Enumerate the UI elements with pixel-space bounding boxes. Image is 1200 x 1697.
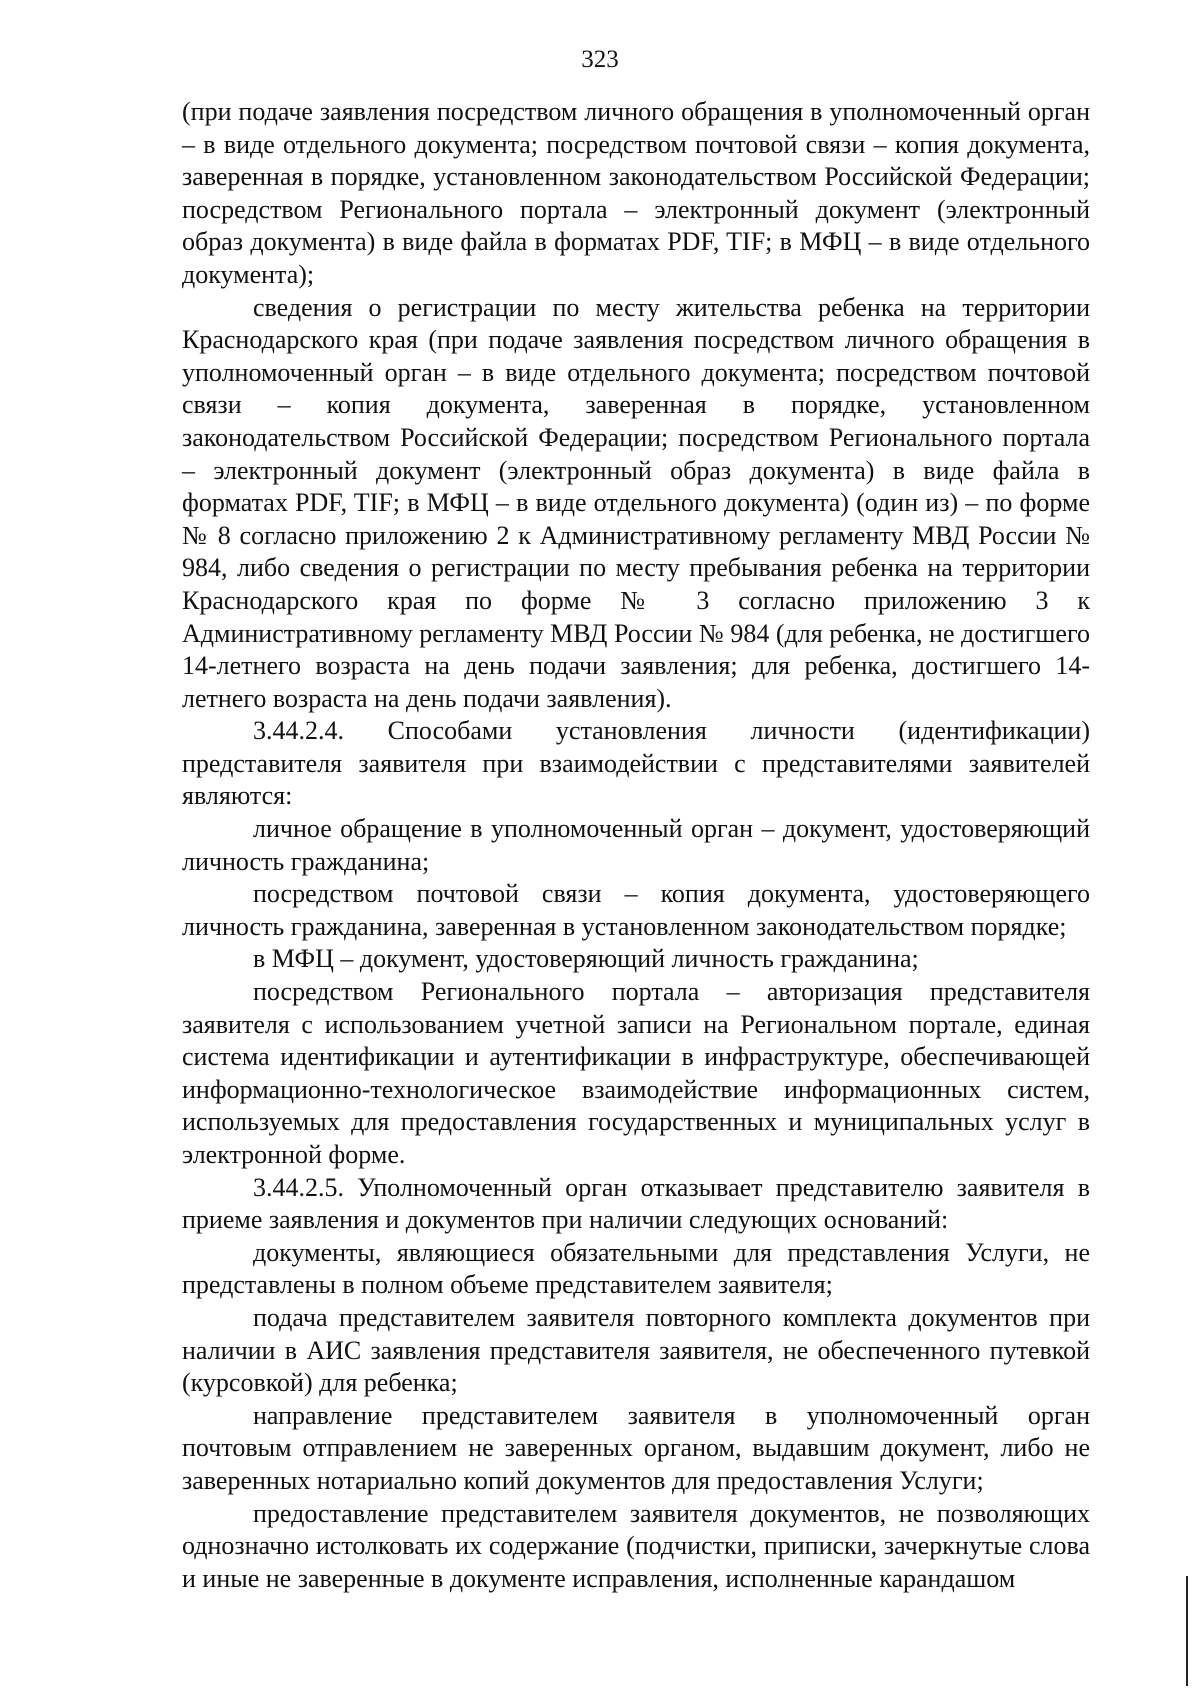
paragraph-repeat-submission: подача представителем заявителя повторного комплекта документов при наличии в АИС заявления представителя заявителя, не обеспеченного путевкой (курсовкой) для ребенка;: [182, 1302, 1090, 1398]
paragraph-residence-info: сведения о регистрации по месту жительства ребенка на территории Краснодарского края (при подаче заявления посредством личного обращения в уполномоченный орган – в виде отдельного документа; посредством почтовой связи – копия документа, заверенная в порядке, установленном законодательством Российской Федерации; посредством Регионального портала – электронный документ (электронный образ документа) в виде файла в форматах PDF, TIF; в МФЦ – в виде отдельного документа) (один из) – по форме № 8 согласно приложению 2 к Административному регламенту МВД России № 984, либо сведения о регистрации по месту пребывания ребенка на территории Краснодарского края по форме № 3 согласно приложению 3 к Административному регламенту МВД России № 984 (для ребенка, не достигшего 14-летнего возраста на день подачи заявления; для ребенка, достигшего 14-летнего возраста на день подачи заявления).: [182, 292, 1090, 713]
document-body: [182, 96, 1090, 1595]
paragraph-3-44-2-5: 3.44.2.5. Уполномоченный орган отказывает представителю заявителя в приеме заявления и документов при наличии следующих оснований:: [182, 1172, 1090, 1235]
paragraph-incomplete-documents: документы, являющиеся обязательными для представления Услуги, не представлены в полном объеме представителем заявителя;: [182, 1237, 1090, 1300]
paragraph-mfc: в МФЦ – документ, удостоверяющий личность гражданина;: [253, 944, 919, 974]
page-number: 323: [581, 46, 619, 73]
paragraph-uncertified-copies: направление представителем заявителя в уполномоченный орган почтовым отправлением не заверенных органом, выдавшим документ, либо не заверенных нотариально копий документов для предоставления Услуги;: [182, 1400, 1090, 1495]
paragraph-3-44-2-4: 3.44.2.4. Способами установления личности (идентификации) представителя заявителя при взаимодействии с представителями заявителей являются:: [182, 716, 1090, 811]
paragraph-personal-visit: личное обращение в уполномоченный орган – документ, удостоверяющий личность гражданина;: [182, 814, 1090, 876]
scan-edge-line: [1186, 1576, 1188, 1686]
paragraph-continuation: (при подаче заявления посредством личного обращения в уполномоченный орган – в виде отдельного документа; посредством почтовой связи – копия документа, заверенная в порядке, установленном законодательством Российской Федерации; посредством Регионального портала – электронный документ (электронный образ документа) в виде файла в форматах PDF, TIF; в МФЦ – в виде отдельного документа);: [182, 97, 1090, 289]
paragraph-ambiguous-documents: предоставление представителем заявителя документов, не позволяющих однозначно истолковать их содержание (подчистки, приписки, зачеркнутые слова и иные не заверенные в документе исправления, исполненные карандашом: [182, 1498, 1090, 1593]
paragraph-postal: посредством почтовой связи – копия документа, удостоверяющего личность гражданина, заверенная в установленном законодательством порядке;: [182, 879, 1090, 941]
paragraph-regional-portal: посредством Регионального портала – авторизация представителя заявителя с использованием учетной записи на Региональном портале, единая система идентификации и аутентификации в инфраструктуре, обеспечивающей информационно-технологическое взаимодействие информационных систем, используемых для предоставления государственных и муниципальных услуг в электронной форме.: [182, 977, 1090, 1169]
